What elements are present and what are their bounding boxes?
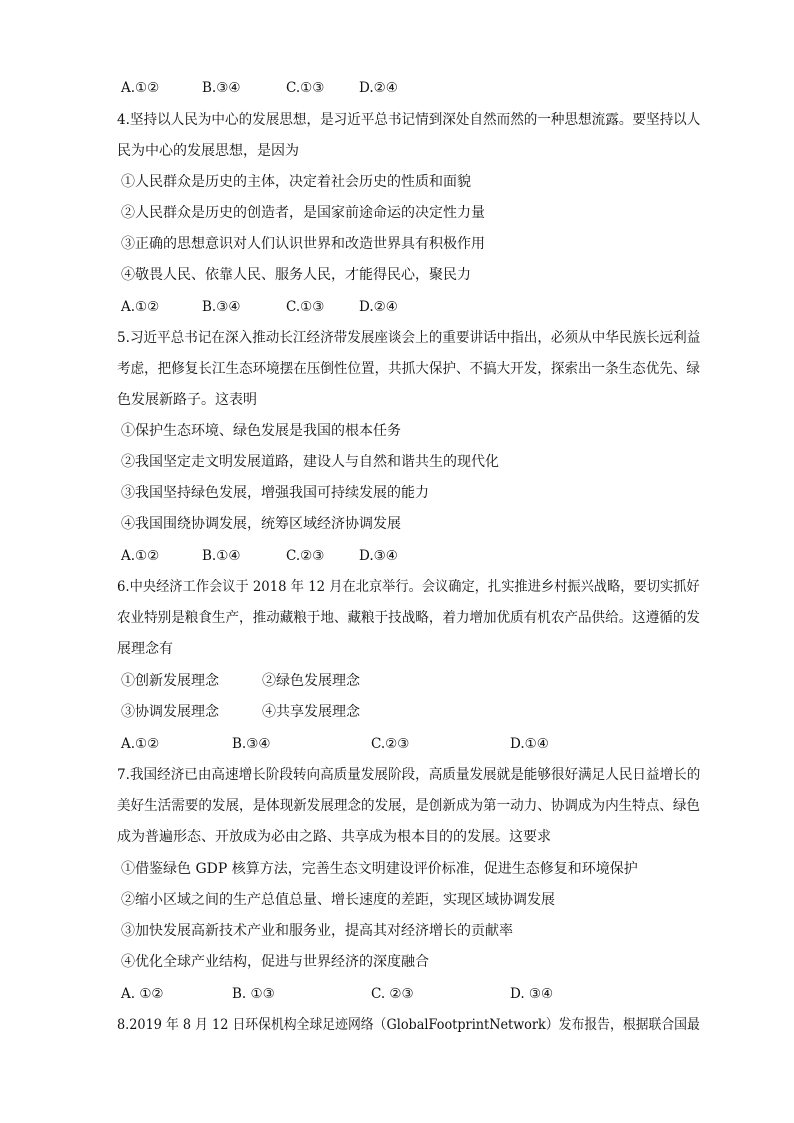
q5-stem-line-1: 5.习近平总书记在深入推动长江经济带发展座谈会上的重要讲话中指出，必须从中华民族长远利益 [117,330,701,346]
answer-option-a: A.①② [121,80,160,96]
answer-option-b: B.③④ [232,736,271,752]
q8-stem-line-1: 8.2019 年 8 月 12 日环保机构全球足迹网络（GlobalFootprintNetwork）发布报告，根据联合国最 [117,1017,700,1033]
answer-option-c: C.①③ [286,299,325,315]
answer-option-c: C. ②③ [371,986,414,1002]
q6-option-1: ①创新发展理念 [121,673,219,689]
q6-stem-line-2: 农业特别是粮食生产，推动藏粮于地、藏粮于技战略，着力增加优质有机农产品供给。这遵循的发 [117,610,700,626]
q5-stem-line-3: 色发展新路子。这表明 [117,392,257,408]
q6-stem-line-1: 6.中央经济工作会议于 2018 年 12 月在北京举行。会议确定，扎实推进乡村振兴战略，要切实抓好 [117,579,700,595]
q6-option-4: ④共享发展理念 [262,704,360,720]
q7-stem-line-1: 7.我国经济已由高速增长阶段转向高质量发展阶段，高质量发展就是能够很好满足人民日益增长的 [117,767,701,783]
q5-option-1: ①保护生态环境、绿色发展是我国的根本任务 [121,423,401,439]
q4-option-2: ②人民群众是历史的创造者，是国家前途命运的决定性力量 [121,205,485,221]
q7-option-4: ④优化全球产业结构，促进与世界经济的深度融合 [121,954,429,970]
answer-option-d: D.①④ [510,736,549,752]
q7-stem-line-3: 成为普遍形态、开放成为必由之路、共享成为根本目的的发展。这要求 [117,829,551,845]
q4-stem-line-1: 4.坚持以人民为中心的发展思想，是习近平总书记情到深处自然而然的一种思想流露。要坚持以人 [117,112,701,128]
answer-option-d: D.②④ [359,80,398,96]
q5-stem-line-2: 考虑，把修复长江生态环境摆在压倒性位置，共抓大保护、不搞大开发，探索出一条生态优先、绿 [117,361,700,377]
answer-option-a: A. ①② [121,986,164,1002]
q6-option-2: ②绿色发展理念 [262,673,360,689]
q5-option-3: ③我国坚持绿色发展，增强我国可持续发展的能力 [121,485,429,501]
q5-option-2: ②我国坚定走文明发展道路，建设人与自然和谐共生的现代化 [121,454,499,470]
answer-option-c: C.②③ [371,736,410,752]
answer-option-d: D. ③④ [510,986,554,1002]
q5-option-4: ④我国围绕协调发展，统筹区域经济协调发展 [121,516,401,532]
q6-stem-line-3: 展理念有 [117,641,173,657]
answer-option-d: D.②④ [359,299,398,315]
answer-option-a: A.①② [121,736,160,752]
q7-option-2: ②缩小区域之间的生产总值总量、增长速度的差距，实现区域协调发展 [121,892,555,908]
answer-option-a: A.①② [121,299,160,315]
answer-option-b: B. ①③ [232,986,275,1002]
answer-option-b: B.③④ [202,299,241,315]
q7-stem-line-2: 美好生活需要的发展，是体现新发展理念的发展，是创新成为第一动力、协调成为内生特点、绿色 [117,798,700,814]
q7-option-1: ①借鉴绿色 GDP 核算方法，完善生态文明建设评价标准，促进生态修复和环境保护 [121,861,638,877]
answer-option-a: A.①② [121,548,160,564]
q4-option-4: ④敬畏人民、依靠人民、服务人民，才能得民心，聚民力 [121,267,471,283]
answer-option-d: D.③④ [359,548,398,564]
q4-option-3: ③正确的思想意识对人们认识世界和改造世界具有积极作用 [121,236,485,252]
answer-option-b: B.③④ [202,80,241,96]
q4-stem-line-2: 民为中心的发展思想，是因为 [117,143,299,159]
answer-option-c: C.①③ [286,80,325,96]
answer-option-b: B.①④ [202,548,241,564]
q4-option-1: ①人民群众是历史的主体，决定着社会历史的性质和面貌 [121,174,471,190]
answer-option-c: C.②③ [286,548,325,564]
q6-option-3: ③协调发展理念 [121,704,219,720]
q7-option-3: ③加快发展高新技术产业和服务业，提高其对经济增长的贡献率 [121,923,513,939]
